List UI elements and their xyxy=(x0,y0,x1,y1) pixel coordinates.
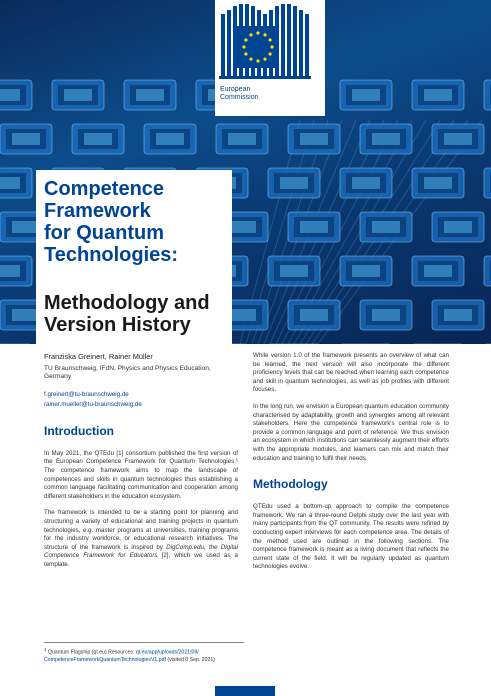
footnote-text: Quantum Flagship (qt.eu) Resources: xyxy=(47,649,136,656)
footnote-mark: 1 xyxy=(44,647,47,652)
eu-star-icon xyxy=(244,38,247,41)
chip-grid xyxy=(424,89,452,101)
footnote-divider xyxy=(44,642,244,643)
chip-grid xyxy=(12,133,40,145)
intro-paragraph-1: In May 2021, the QTEdu [1] consortium published the first version of the European Competence Framework for Quantum Technologies.¹ The competence framework aims to map the landscape of competences and skills in quantum technologies thus establishing a common language facilitating communication and cooperation among different stakeholders in the education ecosystem. xyxy=(44,449,238,500)
title-line5: Methodology and xyxy=(44,292,210,314)
eu-star-icon xyxy=(244,52,247,55)
eu-star-icon xyxy=(256,31,259,34)
chip-grid xyxy=(0,177,20,189)
email-link-1[interactable]: f.greinert@tu-braunschweig.de xyxy=(44,390,129,398)
chip-grid xyxy=(372,133,400,145)
chip-grid xyxy=(136,89,164,101)
title-line2: Framework xyxy=(44,200,151,222)
chip-grid xyxy=(228,133,256,145)
chip-tile xyxy=(484,168,491,198)
chip-grid xyxy=(280,265,308,277)
title-line3: for Quantum xyxy=(44,222,164,244)
chip-grid xyxy=(228,221,256,233)
intro-p2-start: The framework is intended to be a starting point for planning and structuring a variety of educational and training projects in quantum technologies, e.g. master programs at universities, training programs for the industry workforce, or educational research initiatives. The structure of the framework is inspired by xyxy=(44,509,238,551)
intro-p2-end: [2], which we used as a template. xyxy=(44,552,238,568)
email-link-2[interactable]: rainer.mueller@tu-braunschweig.de xyxy=(44,400,142,408)
methodology-heading: Methodology xyxy=(253,477,328,492)
ec-logo-icon xyxy=(215,0,325,84)
chip-grid xyxy=(300,221,328,233)
chip-grid xyxy=(280,177,308,189)
chip-tile xyxy=(484,80,491,110)
ec-logo-line2: Commission xyxy=(220,94,259,101)
chip-grid xyxy=(372,309,400,321)
eu-star-icon xyxy=(269,38,272,41)
chip-grid xyxy=(444,221,472,233)
chip-grid xyxy=(424,265,452,277)
right-paragraph-2: In the long run, we envision a European quantum education community characterised by adaptability, growth and synergies among all relevant stakeholders. Here the competence framework's central role is to provide a common language and point of reference. We thus envision an ecosystem in which institutions can seamlessly augment their efforts with the appropriate modules, and learners can mix and match their education and training to fulfil their needs. xyxy=(253,402,449,462)
page-subtitle xyxy=(44,292,234,336)
right-column xyxy=(253,352,449,580)
authors: Franziska Greinert, Rainer Müller xyxy=(44,352,153,361)
chip-grid xyxy=(444,309,472,321)
footnote-tail: (visited 8 Sep. 2021) xyxy=(165,657,215,664)
ec-logo-text xyxy=(220,86,259,102)
chip-grid xyxy=(0,265,20,277)
footnote xyxy=(44,646,254,665)
ec-logo-line1: European xyxy=(220,86,251,93)
intro-paragraph-2 xyxy=(44,509,238,569)
eu-star-icon xyxy=(242,45,245,48)
title-line4: Technologies: xyxy=(44,244,179,266)
footnote-link-2[interactable]: CompetenceFrameworkQuantumTechnologiesV1.pdf xyxy=(44,657,166,664)
eu-star-icon xyxy=(249,33,252,36)
eu-star-icon xyxy=(263,33,266,36)
chip-grid xyxy=(424,177,452,189)
chip-grid xyxy=(156,133,184,145)
chip-grid xyxy=(352,89,380,101)
right-paragraph-1: While version 1.0 of the framework presents an overview of what can be learned, the next version will also incorporate the different proficiency levels that can be reached when learning each competence and skill in quantum technologies, as well as job profiles with different focuses. xyxy=(253,352,449,394)
chip-grid xyxy=(300,133,328,145)
left-column xyxy=(44,352,238,578)
title-line1: Competence xyxy=(44,178,165,200)
footnote-link-1[interactable]: qt.eu/app/uploads/2021/09/ xyxy=(135,649,199,656)
chip-grid xyxy=(84,133,112,145)
affiliation: TU Braunschweig, IFdN, Physics and Physics Education, Germany xyxy=(44,365,211,381)
eu-star-icon xyxy=(256,59,259,62)
intro-p2-italic: DigComp.edu, the Digital Competence Framework for Educators xyxy=(44,543,238,560)
eu-star-icon xyxy=(249,58,252,61)
title-line6: Version History xyxy=(44,314,191,336)
chip-grid xyxy=(372,221,400,233)
chip-grid xyxy=(300,309,328,321)
chip-grid xyxy=(0,89,20,101)
chip-grid xyxy=(64,89,92,101)
intro-heading: Introduction xyxy=(44,423,114,438)
eu-star-icon xyxy=(269,52,272,55)
bottom-color-bar xyxy=(215,686,275,696)
chip-grid xyxy=(444,133,472,145)
eu-star-icon xyxy=(263,58,266,61)
ec-logo-block xyxy=(215,0,325,116)
chip-tile xyxy=(484,256,491,286)
chip-grid xyxy=(352,265,380,277)
chip-grid xyxy=(352,177,380,189)
page-title xyxy=(44,178,224,266)
methodology-paragraph: QTEdu used a bottom-up approach to compile the competence framework. We ran a three-round Delphi study over the last year with many participants from the QT community. The results were refined by conducting expert interviews for each competence area. The details of the method used are outlined in the following sections. The competence framework is meant as a living document that reflects the current state of the field. It will be regularly updated as quantum technologies evolve. xyxy=(253,503,449,571)
eu-star-icon xyxy=(270,45,273,48)
